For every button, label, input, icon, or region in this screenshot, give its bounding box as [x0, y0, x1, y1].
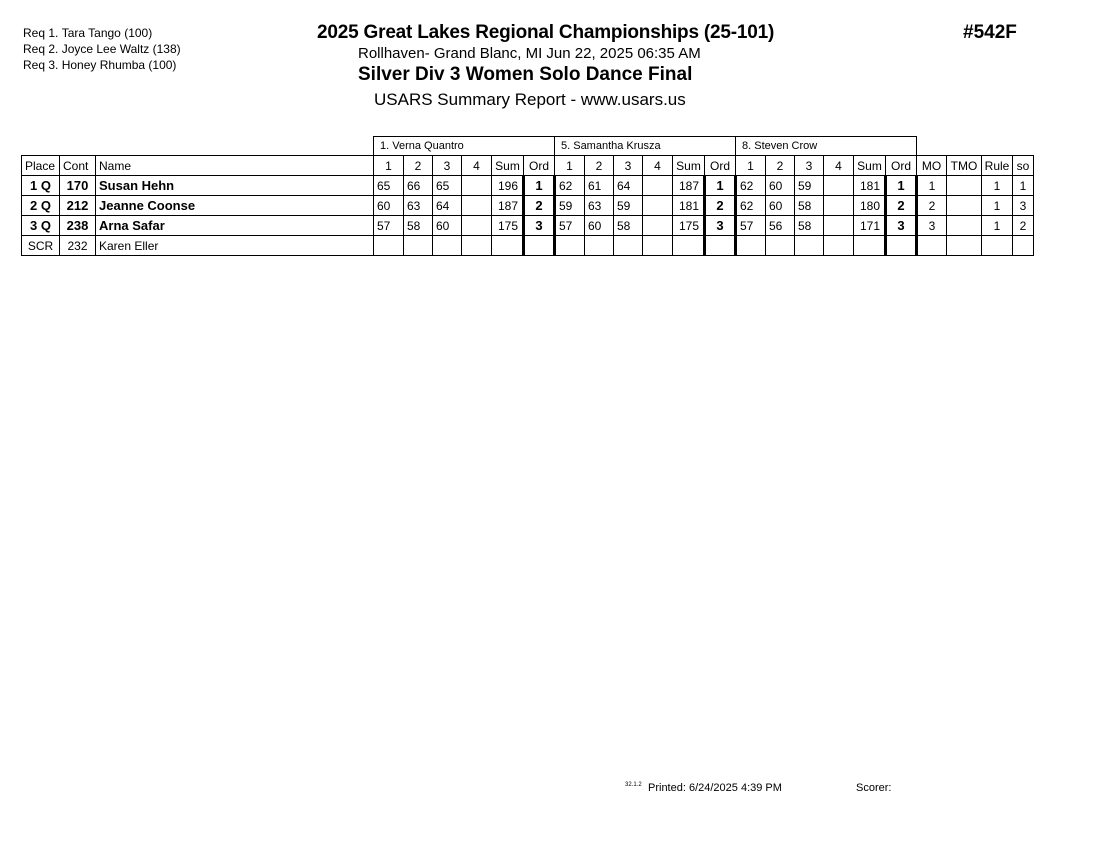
col-ord: Ord [886, 156, 917, 176]
col-tmo: TMO [947, 156, 982, 176]
event-name: Silver Div 3 Women Solo Dance Final [358, 64, 693, 85]
mo-cell: 1 [917, 176, 947, 196]
col-score-2: 2 [585, 156, 614, 176]
so-cell: 1 [1013, 176, 1034, 196]
col-mo: MO [917, 156, 947, 176]
location-date: Rollhaven- Grand Blanc, MI Jun 22, 2025 06:35 AM [358, 45, 701, 62]
score-cell: 57 [555, 216, 585, 236]
score-cell: 60 [766, 176, 795, 196]
sum-cell: 175 [673, 216, 705, 236]
col-score-4: 4 [462, 156, 492, 176]
tmo-cell [947, 196, 982, 216]
sum-cell [492, 236, 524, 256]
col-score-3: 3 [614, 156, 643, 176]
score-cell: 58 [614, 216, 643, 236]
ord-cell: 1 [705, 176, 736, 196]
report-title: USARS Summary Report - www.usars.us [374, 90, 686, 109]
col-ord: Ord [705, 156, 736, 176]
req-label: Req 3. [23, 58, 59, 72]
col-sum: Sum [673, 156, 705, 176]
judge-3-name: 8. Steven Crow [736, 137, 917, 156]
rule-cell: 1 [982, 196, 1013, 216]
table-row [22, 196, 1034, 216]
col-score-3: 3 [795, 156, 824, 176]
printed-timestamp: Printed: 6/24/2025 4:39 PM [648, 782, 782, 794]
place-cell: 2 Q [22, 196, 60, 216]
table-row [22, 236, 1034, 256]
rule-cell [982, 236, 1013, 256]
requested-dance-1 [23, 25, 152, 41]
score-cell [585, 236, 614, 256]
rule-cell: 1 [982, 216, 1013, 236]
score-cell: 58 [795, 216, 824, 236]
ord-cell: 1 [524, 176, 555, 196]
col-name: Name [96, 156, 374, 176]
place-cell: 1 Q [22, 176, 60, 196]
score-cell [824, 176, 854, 196]
score-cell: 66 [404, 176, 433, 196]
judge-2-name: 5. Samantha Krusza [555, 137, 736, 156]
ord-cell: 3 [705, 216, 736, 236]
score-cell [555, 236, 585, 256]
score-cell [795, 236, 824, 256]
score-cell: 62 [736, 196, 766, 216]
sum-cell: 180 [854, 196, 886, 216]
cont-cell: 212 [60, 196, 96, 216]
score-cell: 64 [614, 176, 643, 196]
competition-title: 2025 Great Lakes Regional Championships (25-101) [317, 22, 775, 43]
col-score-1: 1 [736, 156, 766, 176]
sum-cell: 187 [492, 196, 524, 216]
score-cell [824, 236, 854, 256]
name-cell: Susan Hehn [96, 176, 374, 196]
tmo-cell [947, 236, 982, 256]
sum-cell: 175 [492, 216, 524, 236]
score-cell: 58 [795, 196, 824, 216]
requested-dance-3 [23, 57, 176, 73]
sum-cell: 171 [854, 216, 886, 236]
rule-cell: 1 [982, 176, 1013, 196]
score-cell: 63 [585, 196, 614, 216]
score-cell [462, 216, 492, 236]
ord-cell [705, 236, 736, 256]
ord-cell: 3 [886, 216, 917, 236]
score-cell: 63 [404, 196, 433, 216]
col-score-1: 1 [555, 156, 585, 176]
col-score-4: 4 [824, 156, 854, 176]
col-rule: Rule [982, 156, 1013, 176]
col-ord: Ord [524, 156, 555, 176]
cont-cell: 238 [60, 216, 96, 236]
sum-cell: 181 [854, 176, 886, 196]
mo-cell [917, 236, 947, 256]
mo-cell: 3 [917, 216, 947, 236]
score-cell: 62 [736, 176, 766, 196]
ord-cell [524, 236, 555, 256]
score-cell: 61 [585, 176, 614, 196]
tmo-cell [947, 176, 982, 196]
name-cell: Karen Eller [96, 236, 374, 256]
sum-cell: 196 [492, 176, 524, 196]
req-label: Req 2. [23, 42, 59, 56]
score-cell: 62 [555, 176, 585, 196]
score-cell [643, 236, 673, 256]
so-cell: 2 [1013, 216, 1034, 236]
ord-cell: 1 [886, 176, 917, 196]
score-cell: 56 [766, 216, 795, 236]
tmo-cell [947, 216, 982, 236]
req-name: Honey Rhumba (100) [61, 58, 177, 72]
table-row [22, 216, 1034, 236]
col-sum: Sum [854, 156, 886, 176]
score-cell [462, 236, 492, 256]
sum-cell: 187 [673, 176, 705, 196]
score-cell [643, 216, 673, 236]
cont-cell: 232 [60, 236, 96, 256]
score-cell [643, 176, 673, 196]
version-mark: 32.1.2 [625, 782, 642, 788]
score-cell [614, 236, 643, 256]
sum-cell: 181 [673, 196, 705, 216]
score-cell [374, 236, 404, 256]
ord-cell [886, 236, 917, 256]
req-name: Tara Tango (100) [61, 26, 153, 40]
ord-cell: 2 [886, 196, 917, 216]
col-score-2: 2 [404, 156, 433, 176]
score-cell: 57 [736, 216, 766, 236]
req-label: Req 1. [23, 26, 59, 40]
results-table [21, 136, 1034, 256]
score-cell [433, 236, 462, 256]
ord-cell: 2 [524, 196, 555, 216]
score-cell [643, 196, 673, 216]
score-cell [824, 196, 854, 216]
score-cell [462, 196, 492, 216]
judge-1-name: 1. Verna Quantro [374, 137, 555, 156]
requested-dance-2 [23, 41, 181, 57]
score-cell: 60 [766, 196, 795, 216]
col-score-3: 3 [433, 156, 462, 176]
score-cell [462, 176, 492, 196]
score-cell: 65 [433, 176, 462, 196]
score-cell: 58 [404, 216, 433, 236]
table-row [22, 176, 1034, 196]
score-cell: 64 [433, 196, 462, 216]
col-so: so [1013, 156, 1034, 176]
score-cell: 59 [555, 196, 585, 216]
column-header-row [22, 156, 1034, 176]
col-cont: Cont [60, 156, 96, 176]
mo-cell: 2 [917, 196, 947, 216]
score-cell [766, 236, 795, 256]
scorer-label: Scorer: [856, 782, 892, 794]
ord-cell: 3 [524, 216, 555, 236]
score-cell: 65 [374, 176, 404, 196]
ord-cell: 2 [705, 196, 736, 216]
judge-header-row [22, 137, 1034, 156]
col-sum: Sum [492, 156, 524, 176]
score-cell: 59 [614, 196, 643, 216]
name-cell: Arna Safar [96, 216, 374, 236]
score-cell [824, 216, 854, 236]
place-cell: 3 Q [22, 216, 60, 236]
score-cell [736, 236, 766, 256]
so-cell [1013, 236, 1034, 256]
col-score-2: 2 [766, 156, 795, 176]
place-cell: SCR [22, 236, 60, 256]
sum-cell [854, 236, 886, 256]
name-cell: Jeanne Coonse [96, 196, 374, 216]
score-cell: 60 [585, 216, 614, 236]
so-cell: 3 [1013, 196, 1034, 216]
score-cell: 60 [374, 196, 404, 216]
score-cell: 60 [433, 216, 462, 236]
score-cell [404, 236, 433, 256]
cont-cell: 170 [60, 176, 96, 196]
req-name: Joyce Lee Waltz (138) [61, 42, 181, 56]
event-number: #542F [963, 22, 1017, 43]
col-score-1: 1 [374, 156, 404, 176]
sum-cell [673, 236, 705, 256]
score-cell: 59 [795, 176, 824, 196]
score-cell: 57 [374, 216, 404, 236]
col-score-4: 4 [643, 156, 673, 176]
col-place: Place [22, 156, 60, 176]
